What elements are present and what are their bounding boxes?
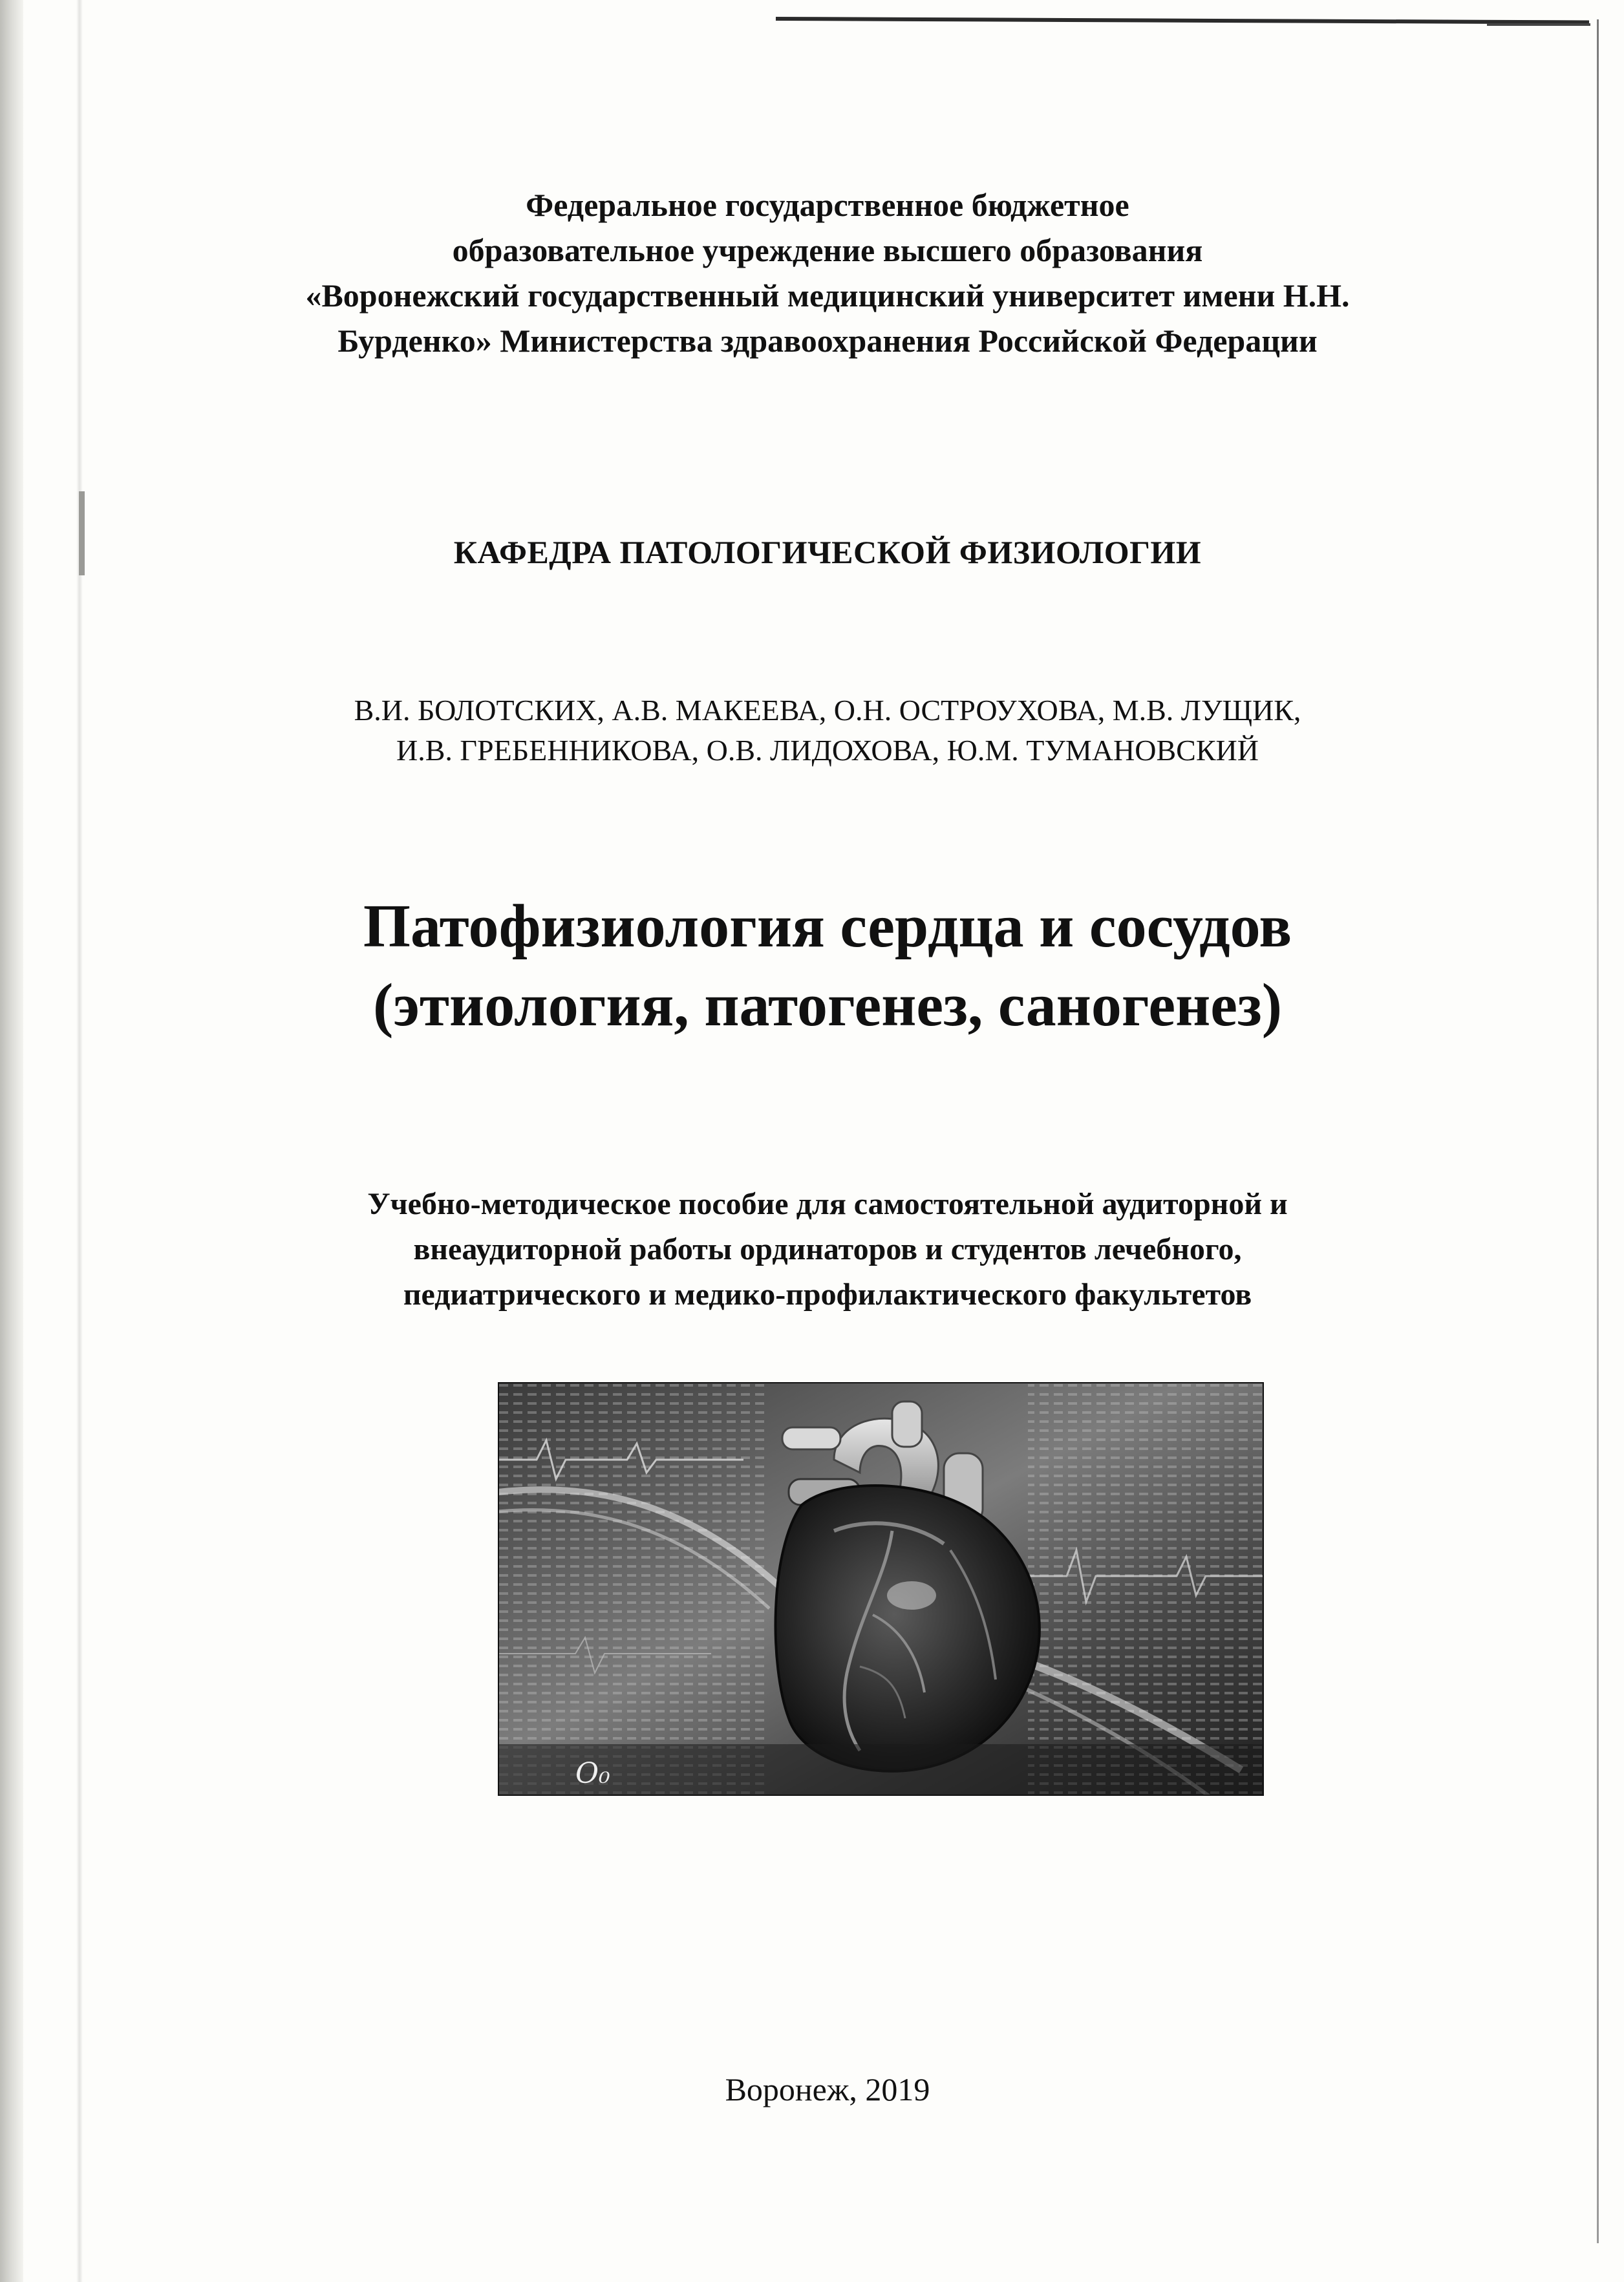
heart-illustration: [498, 1382, 1264, 1796]
institution-line: «Воронежский государственный медицинский университет имени Н.Н.: [305, 277, 1350, 314]
authors-line: И.В. ГРЕБЕННИКОВА, О.В. ЛИДОХОВА, Ю.М. ТУМАНОВСКИЙ: [396, 734, 1259, 767]
book-subtitle-line: педиатрического и медико-профилактического факультетов: [403, 1277, 1252, 1312]
book-subtitle: [103, 1182, 1552, 1317]
scan-left-shadow: [76, 0, 83, 2282]
authors-line: В.И. БОЛОТСКИХ, А.В. МАКЕЕВА, О.Н. ОСТРОУХОВА, М.В. ЛУЩИК,: [354, 694, 1301, 727]
book-subtitle-line: внеаудиторной работы ординаторов и студентов лечебного,: [413, 1232, 1242, 1266]
scan-top-line-secondary: [1487, 23, 1590, 26]
book-subtitle-line: Учебно-методическое пособие для самостоятельной аудиторной и: [367, 1187, 1288, 1221]
institution-line: Бурденко» Министерства здравоохранения Российской Федерации: [337, 323, 1318, 359]
book-title-line: Патофизиология сердца и сосудов: [363, 893, 1292, 960]
scan-left-mark: [79, 491, 85, 575]
scan-left-edge: [0, 0, 23, 2282]
scan-top-line: [776, 17, 1589, 24]
department-name: КАФЕДРА ПАТОЛОГИЧЕСКОЙ ФИЗИОЛОГИИ: [453, 534, 1202, 570]
authors-list: [103, 690, 1552, 771]
institution-line: образовательное учреждение высшего образования: [452, 232, 1203, 268]
image-inscription: O₀: [575, 1757, 610, 1790]
scan-right-edge: [1597, 19, 1599, 2243]
book-title-line: (этиология, патогенез, саногенез): [372, 972, 1283, 1039]
institution-header: [103, 182, 1552, 363]
institution-line: Федеральное государственное бюджетное: [526, 187, 1129, 223]
publication-place-year: Воронеж, 2019: [725, 2071, 930, 2107]
book-title: [103, 887, 1552, 1045]
